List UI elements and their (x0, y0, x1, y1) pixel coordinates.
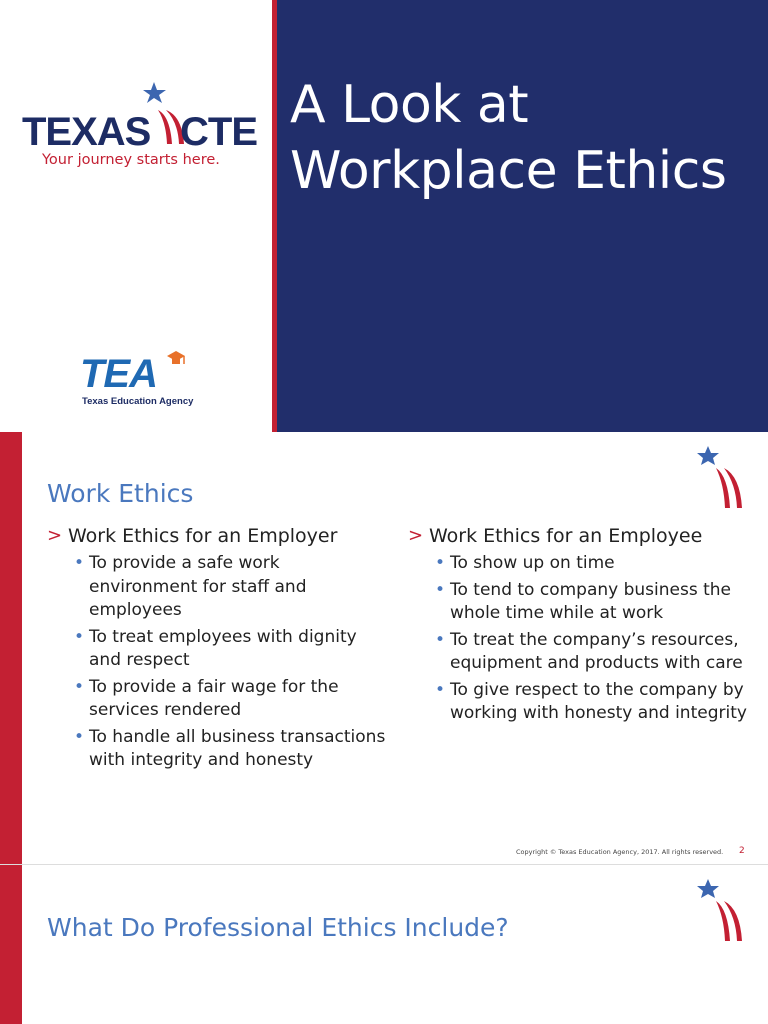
side-accent-bar (0, 432, 22, 864)
star-swoosh-icon (696, 879, 746, 945)
bullet-list (47, 552, 387, 773)
list-item (432, 679, 748, 726)
tea-logo-word: TEA (80, 352, 157, 396)
employee-column (408, 524, 748, 729)
column-heading (47, 524, 387, 548)
bullet-dot-icon: • (435, 553, 446, 573)
list-item-text: To handle all business transactions with integrity and honesty (89, 726, 386, 770)
arrow-bullet-icon: > (408, 525, 424, 546)
list-item-text: To show up on time (450, 553, 615, 573)
slide-heading: Work Ethics (47, 479, 194, 508)
bullet-dot-icon: • (74, 626, 85, 647)
bullet-dot-icon: • (74, 676, 85, 697)
list-item (71, 552, 387, 623)
list-item-text: To treat employees with dignity and respect (89, 626, 357, 670)
page-number: 2 (739, 846, 745, 856)
bullet-list (408, 552, 748, 726)
column-heading (408, 524, 748, 548)
slide-heading: What Do Professional Ethics Include? (47, 913, 509, 942)
list-item (432, 552, 748, 576)
tea-logo-subtitle: Texas Education Agency (82, 396, 194, 407)
list-item-text: To provide a safe work environment for staff and employees (89, 553, 307, 620)
title-slide (0, 0, 768, 432)
texas-cte-logo (22, 82, 262, 182)
list-item (71, 626, 387, 673)
bullet-dot-icon: • (435, 579, 446, 600)
title-panel (277, 0, 768, 432)
bullet-dot-icon: • (435, 679, 446, 700)
list-item (432, 629, 748, 676)
list-item (71, 676, 387, 723)
logo-tagline: Your journey starts here. (42, 152, 220, 168)
column-heading-text: Work Ethics for an Employer (68, 525, 338, 547)
list-item-text: To treat the company’s resources, equipment and products with care (450, 629, 743, 673)
list-item-text: To provide a fair wage for the services rendered (89, 676, 339, 720)
arrow-bullet-icon: > (47, 525, 63, 546)
slide-title (290, 72, 726, 204)
copyright-notice: Copyright © Texas Education Agency, 2017. All rights reserved. (516, 848, 724, 856)
side-accent-bar (0, 865, 22, 1024)
tea-logo (80, 350, 200, 412)
bullet-dot-icon: • (435, 629, 446, 650)
list-item-text: To give respect to the company by working with honesty and integrity (450, 679, 747, 723)
column-heading-text: Work Ethics for an Employee (429, 525, 703, 547)
list-item (432, 579, 748, 626)
professional-ethics-slide (0, 865, 768, 1024)
star-swoosh-icon (696, 446, 746, 512)
graduation-cap-icon (165, 350, 187, 368)
list-item (71, 726, 387, 773)
slide-title-line-2: Workplace Ethics (290, 141, 727, 201)
employer-column (47, 524, 387, 776)
texas-logo-word: TEXAS (22, 110, 151, 154)
bullet-dot-icon: • (74, 726, 85, 747)
slide-title-line-1: A Look at (290, 75, 529, 135)
work-ethics-slide (0, 432, 768, 864)
bullet-dot-icon: • (74, 553, 85, 573)
list-item-text: To tend to company business the whole time while at work (450, 579, 732, 623)
cte-logo-word: CTE (180, 110, 257, 154)
